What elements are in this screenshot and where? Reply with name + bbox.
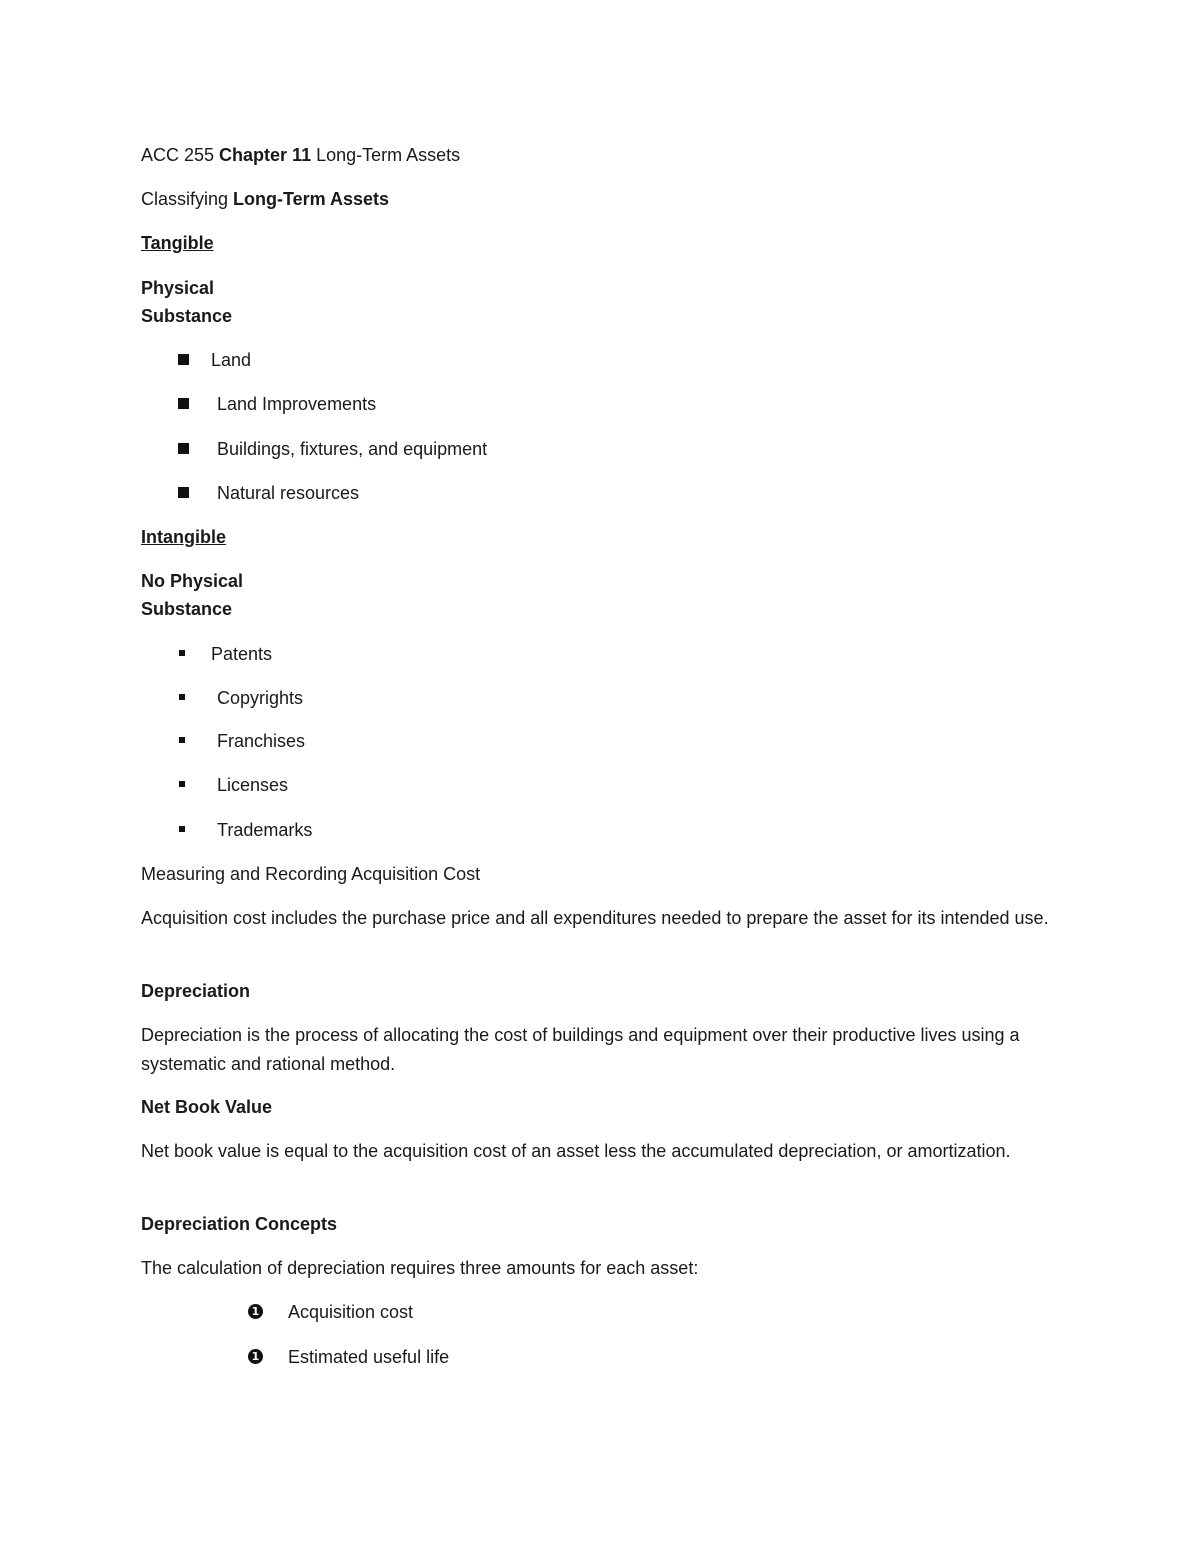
- title-prefix: ACC 255: [141, 145, 220, 165]
- list-item: [178, 816, 313, 844]
- list-item: [248, 1343, 450, 1371]
- list-item: [178, 640, 273, 668]
- list-item-text: Trademarks: [217, 820, 313, 840]
- classifying-line: [141, 185, 389, 213]
- small-square-bullet-icon: [179, 781, 185, 787]
- nbv-paragraph: Net book value is equal to the acquisition cost of an asset less the accumulated depreciation, or amortization.: [141, 1141, 1011, 1161]
- intangible-sub-line2: Substance: [141, 599, 233, 619]
- concepts-heading: Depreciation Concepts: [141, 1214, 338, 1234]
- list-item: [178, 771, 289, 799]
- list-item-text: Franchises: [217, 731, 306, 751]
- depreciation-heading: Depreciation: [141, 981, 251, 1001]
- square-bullet-icon: [178, 487, 189, 498]
- list-item-text: Land Improvements: [217, 394, 377, 414]
- list-item: [178, 390, 377, 418]
- intangible-heading: Intangible: [141, 527, 226, 547]
- list-item-text: Land: [211, 350, 252, 370]
- measuring-heading: Measuring and Recording Acquisition Cost: [141, 864, 481, 884]
- small-square-bullet-icon: [179, 737, 185, 743]
- list-item-text: Buildings, fixtures, and equipment: [217, 439, 488, 459]
- numbered-circle-icon: 1: [248, 1349, 263, 1364]
- square-bullet-icon: [178, 443, 189, 454]
- nbv-heading: Net Book Value: [141, 1097, 273, 1117]
- small-square-bullet-icon: [179, 826, 185, 832]
- title-suffix: Long-Term Assets: [311, 145, 461, 165]
- list-item-text: Patents: [211, 644, 273, 664]
- list-item-text: Estimated useful life: [288, 1347, 450, 1367]
- small-square-bullet-icon: [179, 650, 185, 656]
- list-item-text: Copyrights: [217, 688, 304, 708]
- list-item-text: Licenses: [217, 775, 289, 795]
- depreciation-paragraph: Depreciation is the process of allocating the cost of buildings and equipment over their productive lives using a systematic and rational method.: [141, 1025, 1020, 1074]
- list-item: [178, 727, 306, 755]
- tangible-heading: Tangible: [141, 233, 214, 253]
- list-item: [178, 346, 252, 374]
- acquisition-paragraph: Acquisition cost includes the purchase price and all expenditures needed to prepare the asset for its intended use.: [141, 908, 1049, 928]
- concepts-paragraph: The calculation of depreciation requires three amounts for each asset:: [141, 1258, 699, 1278]
- tangible-sub-line2: Substance: [141, 306, 233, 326]
- list-item: [178, 684, 304, 712]
- square-bullet-icon: [178, 354, 189, 365]
- square-bullet-icon: [178, 398, 189, 409]
- classifying-prefix: Classifying: [141, 189, 234, 209]
- list-item: [178, 435, 488, 463]
- list-item: [248, 1298, 414, 1326]
- classifying-bold: Long-Term Assets: [233, 189, 390, 209]
- list-item: [178, 479, 360, 507]
- title-chapter: Chapter 11: [219, 145, 312, 165]
- list-item-text: Natural resources: [217, 483, 360, 503]
- tangible-sub-line1: Physical: [141, 278, 215, 298]
- list-item-text: Acquisition cost: [288, 1302, 414, 1322]
- intangible-sub-line1: No Physical: [141, 571, 244, 591]
- document-title: [141, 141, 460, 169]
- small-square-bullet-icon: [179, 694, 185, 700]
- numbered-circle-icon: 1: [248, 1304, 263, 1319]
